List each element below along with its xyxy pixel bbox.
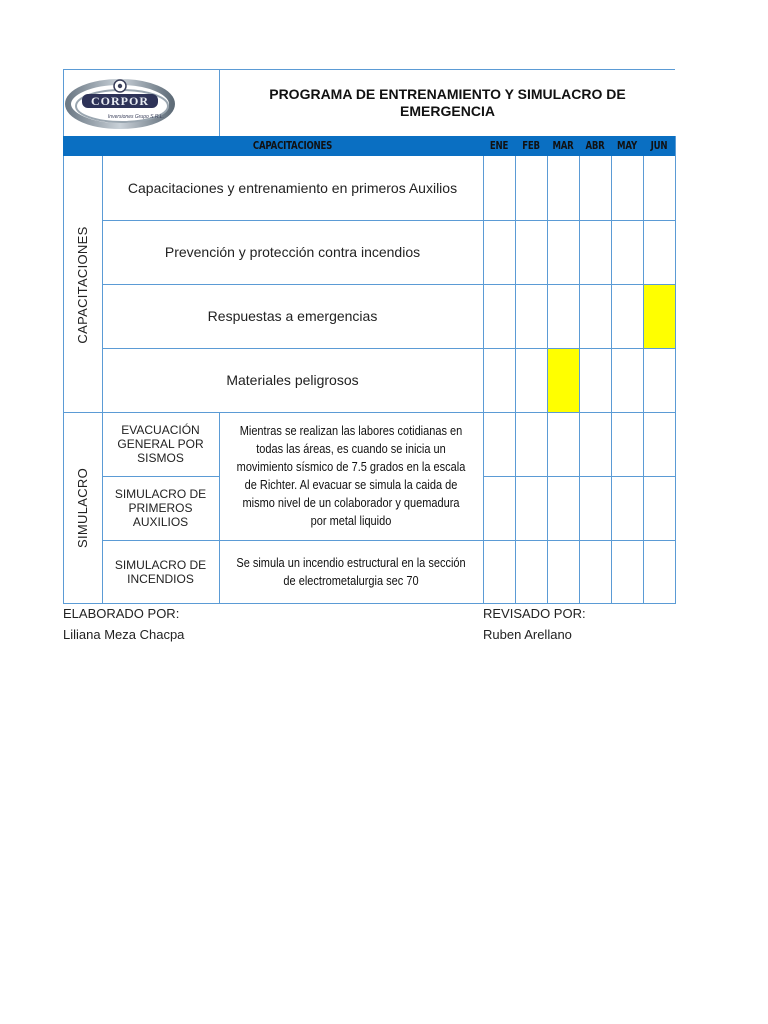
revisado-label: REVISADO POR: (483, 606, 586, 621)
elaborado-name: Liliana Meza Chacpa (63, 627, 185, 642)
training-row-materiales: Materiales peligrosos (226, 372, 359, 388)
drill-row-sismos: EVACUACIÓN GENERAL POR SISMOS (117, 423, 204, 465)
elaborado-label: ELABORADO POR: (63, 606, 180, 621)
section-label-capacitaciones: CAPACITACIONES (75, 226, 90, 344)
drill-description-incendios: Se simula un incendio estructural en la sección de electrometalurgia sec 70 (236, 556, 466, 588)
header-activity: CAPACITACIONES (252, 139, 333, 152)
logo-name: CORPOR (91, 94, 149, 108)
training-row-incendios: Prevención y protección contra incendios (164, 244, 421, 260)
revisado-name: Ruben Arellano (483, 627, 572, 642)
document-title: PROGRAMA DE ENTRENAMIENTO Y SIMULACRO DE EMERGENCIA (220, 69, 675, 136)
scheduled-cell-materiales-mar (547, 348, 579, 412)
header-month-ene: ENE (489, 139, 509, 152)
header-month-may: MAY (617, 139, 637, 152)
drill-row-primeros-auxilios: SIMULACRO DE PRIMEROS AUXILIOS (114, 487, 207, 529)
drill-row-incendios: SIMULACRO DE INCENDIOS (114, 558, 207, 586)
training-row-primeros-auxilios: Capacitaciones y entrenamiento en primeros Auxilios (127, 180, 458, 196)
logo-tagline: Inversiones Grupo S.R.L. (107, 114, 165, 120)
header-month-abr: ABR (585, 139, 605, 152)
drill-description-sismos: Mientras se realizan las labores cotidianas en todas las áreas, es cuando se inicia un movimiento sísmico de 7.5 grados en la escala de Richter. Al evacuar se simula la caida de mismo nivel de un colaborador y quemadura por metal liquido (236, 424, 466, 528)
header-month-mar: MAR (552, 139, 574, 152)
logo-cell (63, 69, 220, 136)
company-logo (64, 70, 221, 137)
scheduled-cell-respuestas-jun (643, 284, 675, 348)
training-row-emergencias: Respuestas a emergencias (207, 308, 378, 324)
header-month-feb: FEB (522, 139, 540, 152)
section-label-simulacro: SIMULACRO (75, 468, 90, 548)
header-month-jun: JUN (650, 139, 668, 152)
